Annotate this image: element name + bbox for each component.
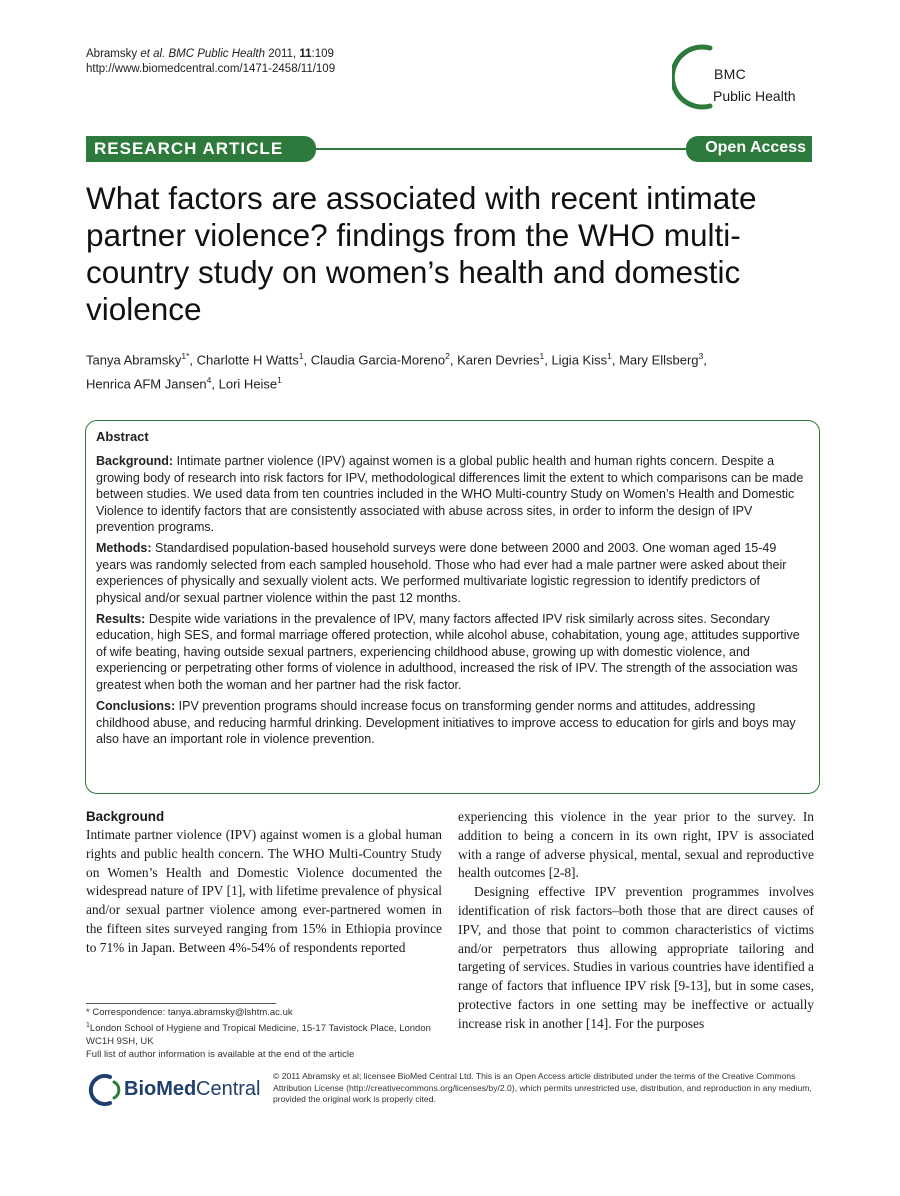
body-paragraph: Designing effective IPV prevention programmes involves identification of risk factors–both those that are direct causes of IPV, and those that point to common characteristics of victims and/or perpetrators thus allowing appropriate tailoring and targeting of services. Studies in various countries have identified a range of factors that influence IPV risk [9-13], but in some cases, protective factors in one setting may be ineffective or actually increase risk in another [14]. For the purposes <box>458 884 814 1031</box>
copyright-notice: © 2011 Abramsky et al; licensee BioMed Central Ltd. This is an Open Access article distributed under the terms of the Creative Commons Attribution License (http://creativecommons.org/licenses/by/2.0), which permits unrestricted use, distribution, and reproduction in any medium, provided the original work is properly cited. <box>273 1071 812 1104</box>
footnote-rule <box>86 1003 276 1004</box>
author-name: Mary Ellsberg <box>619 352 699 368</box>
author-affiliation: 3 <box>698 351 704 361</box>
biomed-logo-central: Central <box>196 1078 261 1100</box>
abstract-background-text: Intimate partner violence (IPV) against women is a global public health and human rights concern. Despite a growing body of research into risk factors for IPV, methodological differences limit the extent to which comparisons can be made between studies. We used data from ten countries included in the WHO Multi-country Study on Women’s Health and Domestic Violence to identify factors that are consistently associated with abuse across sites, in order to inform the design of IPV prevention programs. <box>96 454 804 535</box>
abstract-conclusions <box>96 698 808 747</box>
abstract-heading: Abstract <box>96 429 149 444</box>
bmc-journal-logo <box>672 42 822 112</box>
citation-line <box>86 47 335 62</box>
abstract-background <box>96 453 808 535</box>
author-name: Lori Heise <box>218 376 278 392</box>
background-paragraph: Intimate partner violence (IPV) against women is a global human rights and public health concern. The WHO Multi-Country Study on Women’s Health and Domestic Violence documented the widespread nature of IPV [1], with lifetime prevalence of physical and/or sexual partner violence among ever-partnered women in the fifteen sites surveyed ranging from 15% in Ethiopia province to 71% in Japan. Between 4%-54% of respondents reported <box>86 827 442 955</box>
body-paragraph: experiencing this violence in the year prior to the survey. In addition to being a concern in its own right, IPV is associated with a range of adverse physical, mental, sexual and reproductive health outcomes [2-8]. <box>458 809 814 881</box>
author-affiliation: 2 <box>445 351 450 361</box>
article-type-label: RESEARCH ARTICLE <box>94 139 284 158</box>
abstract-background-label: Background: <box>96 454 174 469</box>
author-affiliation: 1 <box>539 351 545 361</box>
article-type-banner <box>86 136 316 162</box>
bmc-logo-brand: BMC <box>714 66 747 82</box>
citation-year: 2011, <box>268 48 297 60</box>
author-affiliation: 1 <box>298 351 304 361</box>
background-heading: Background <box>86 809 165 824</box>
footnotes <box>86 1006 442 1061</box>
abstract-methods <box>96 540 808 606</box>
author-info-note: Full list of author information is available at the end of the article <box>86 1049 355 1061</box>
abstract-results-text: Despite wide variations in the prevalence of IPV, many factors affected IPV risk similarly across sites. Secondary education, high SES, and formal marriage offered protection, while alcohol abuse, cohabitation, young age, attitudes supportive of wife beating, having outside sexual partners, experiencing childhood abuse, growing up with domestic violence, and experiencing or perpetrating other forms of violence in adulthood, increased the risk of IPV. The strength of the association was greatest when both the woman and her partner had the risk factor. <box>96 612 800 692</box>
citation-header <box>86 47 335 77</box>
open-access-label: Open Access <box>705 139 806 156</box>
bmc-logo-journal: Public Health <box>713 88 796 104</box>
author-name: Tanya Abramsky <box>86 352 182 368</box>
author-affiliation: 1 <box>277 375 282 386</box>
biomed-logo-bio: BioMed <box>124 1078 197 1100</box>
author-affiliation: 4 <box>206 375 212 386</box>
correspondence-note: * Correspondence: tanya.abramsky@lshtm.ac.uk <box>86 1007 293 1018</box>
affiliation-note <box>86 1019 442 1048</box>
affiliation-text: London School of Hygiene and Tropical Medicine, 15-17 Tavistock Place, London WC1H 9SH, UK <box>86 1023 431 1048</box>
citation-page: :109 <box>311 48 334 60</box>
citation-authors: Abramsky <box>86 48 138 60</box>
author-affiliation: 1* <box>181 351 190 361</box>
body-left-column <box>86 808 442 958</box>
article-title: What factors are associated with recent intimate partner violence? findings from the WHO multi-country study on women’s health and domestic violence <box>86 180 757 327</box>
abstract-methods-label: Methods: <box>96 541 152 556</box>
author-name: Claudia Garcia-Moreno <box>310 352 446 368</box>
author-list: Tanya Abramsky$^{1*}$, Charlotte H Watts$^1$, Claudia Garcia-Moreno$^2$, Karen Devries$^1$, Ligia Kiss$^1$, Mary Ellsberg$^3$, Henrica AFM Jansen$^4$, Lori Heise$^1$ <box>86 351 707 392</box>
abstract-results-label: Results: <box>96 612 146 627</box>
citation-etal: et al. <box>140 48 166 60</box>
author-name: Charlotte H Watts <box>196 352 299 368</box>
body-right-column <box>458 808 814 1034</box>
author-name: Henrica AFM Jansen <box>86 376 207 392</box>
abstract-box <box>85 420 820 794</box>
author-affiliation: 1 <box>607 351 612 361</box>
biomed-central-logo <box>86 1074 261 1106</box>
citation-volume: 11 <box>299 48 312 60</box>
biomed-arc-icon <box>86 1074 122 1106</box>
abstract-conclusions-text: IPV prevention programs should increase focus on transforming gender norms and attitudes, addressing childhood abuse, and reducing harmful drinking. Development initiatives to improve access to education for girls and boys may also have an important role in violence prevention. <box>96 699 796 746</box>
abstract-conclusions-label: Conclusions: <box>96 699 176 714</box>
open-access-banner <box>686 136 812 162</box>
affiliation-number: 1 <box>86 1022 90 1029</box>
abstract-results <box>96 611 808 693</box>
author-name: Karen Devries <box>457 352 540 368</box>
author-name: Ligia Kiss <box>551 352 608 368</box>
citation-url[interactable]: http://www.biomedcentral.com/1471-2458/11/109 <box>86 63 336 75</box>
abstract-content <box>96 429 808 752</box>
citation-journal: BMC Public Health <box>168 48 265 60</box>
abstract-methods-text: Standardised population-based household surveys were done between 2000 and 2003. One woman aged 15-49 years was randomly selected from each sampled household. Those who had ever had a male partner were asked about their experiences of physically and sexually violent acts. We performed multivariate logistic regression to identify predictors of physical and/or sexual partner violence within the past 12 months. <box>96 541 787 605</box>
